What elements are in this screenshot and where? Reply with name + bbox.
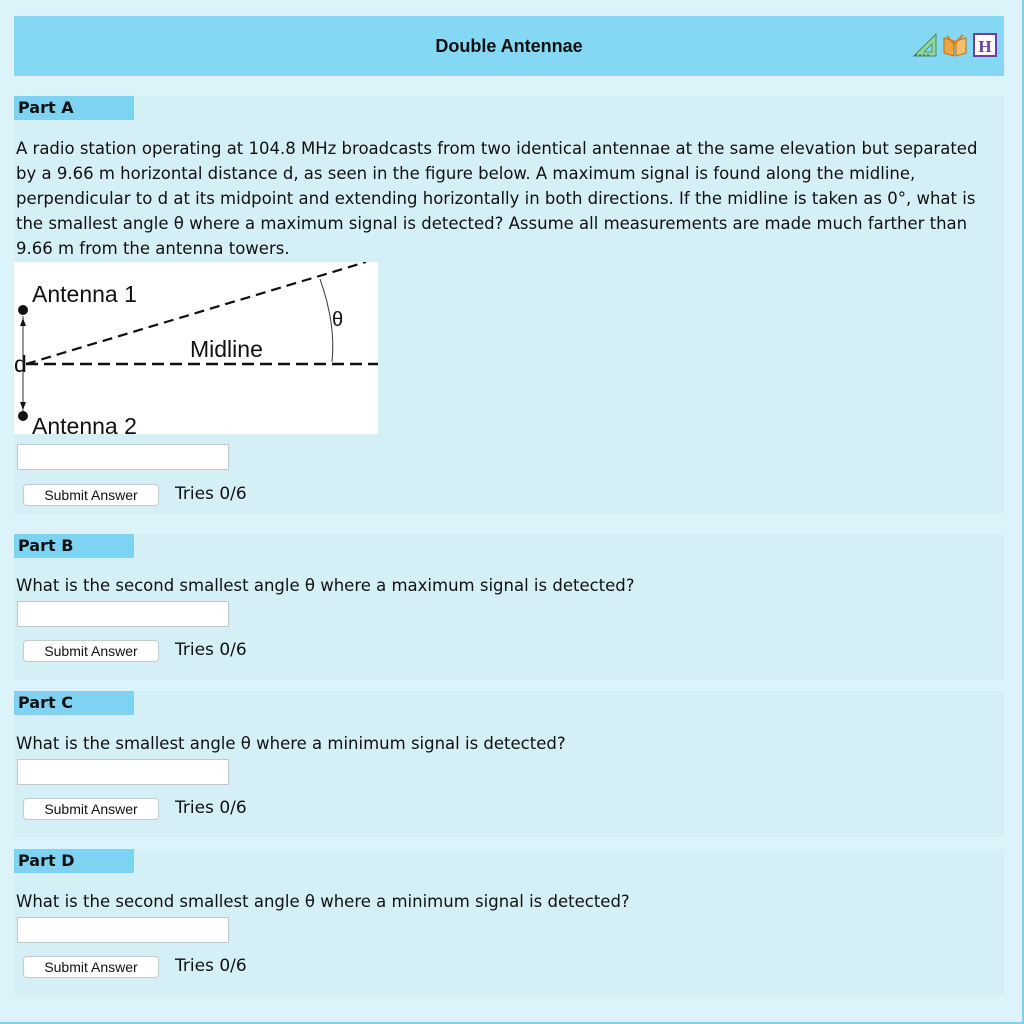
part-d-question: What is the second smallest angle θ where a minimum signal is detected? [16, 892, 630, 911]
part-b-submit-button[interactable]: Submit Answer [23, 640, 159, 662]
part-c-question: What is the smallest angle θ where a minimum signal is detected? [16, 734, 566, 753]
part-c-submit-button[interactable]: Submit Answer [23, 798, 159, 820]
part-d-submit-button[interactable]: Submit Answer [23, 956, 159, 978]
d-label: d [14, 351, 27, 377]
antenna-diagram [14, 262, 378, 434]
part-d-panel [14, 849, 1004, 995]
part-b-panel [14, 534, 1004, 680]
part-c-label: Part C [14, 691, 134, 715]
triangle-ruler-icon[interactable] [912, 32, 938, 58]
part-c-panel [14, 691, 1004, 837]
theta-label: θ [332, 309, 344, 331]
midline-label: Midline [190, 336, 263, 362]
part-a-label: Part A [14, 96, 134, 120]
part-d-tries: Tries 0/6 [175, 956, 247, 976]
book-icon[interactable] [942, 32, 968, 58]
page-title: Double Antennae [435, 36, 583, 56]
antenna-2-label: Antenna 2 [32, 413, 137, 434]
part-d-label: Part D [14, 849, 134, 873]
header-toolbar [912, 32, 998, 58]
title-bar [14, 16, 1004, 76]
part-b-label: Part B [14, 534, 134, 558]
antenna-1-label: Antenna 1 [32, 281, 137, 307]
part-a-question: A radio station operating at 104.8 MHz broadcasts from two identical antennae at the same elevation but separated by a 9.66 m horizontal distance d, as seen in the figure below. A maximum signal is found along the midline, perpendicular to d at its midpoint and extending horizontally in both directions. If the midline is taken as 0°, what is the smallest angle θ where a maximum signal is detected? Assume all measurements are made much farther than 9.66 m from the antenna towers. [16, 139, 978, 258]
antenna-2-dot [18, 411, 28, 421]
arrow-down-icon [20, 402, 26, 410]
part-c-tries: Tries 0/6 [175, 798, 247, 818]
part-c-answer-input[interactable] [17, 759, 229, 785]
theta-arc [320, 279, 333, 362]
part-a-submit-button[interactable]: Submit Answer [23, 484, 159, 506]
hint-h-icon[interactable] [972, 32, 998, 58]
part-b-answer-input[interactable] [17, 601, 229, 627]
part-b-tries: Tries 0/6 [175, 640, 247, 660]
arrow-up-icon [20, 318, 26, 326]
part-a-tries: Tries 0/6 [175, 484, 247, 504]
part-d-answer-input[interactable] [17, 917, 229, 943]
part-b-question: What is the second smallest angle θ where a maximum signal is detected? [16, 576, 635, 595]
svg-text:H: H [978, 37, 992, 56]
part-a-answer-input[interactable] [17, 444, 229, 470]
antenna-diagram-svg [14, 262, 378, 434]
antenna-1-dot [18, 305, 28, 315]
